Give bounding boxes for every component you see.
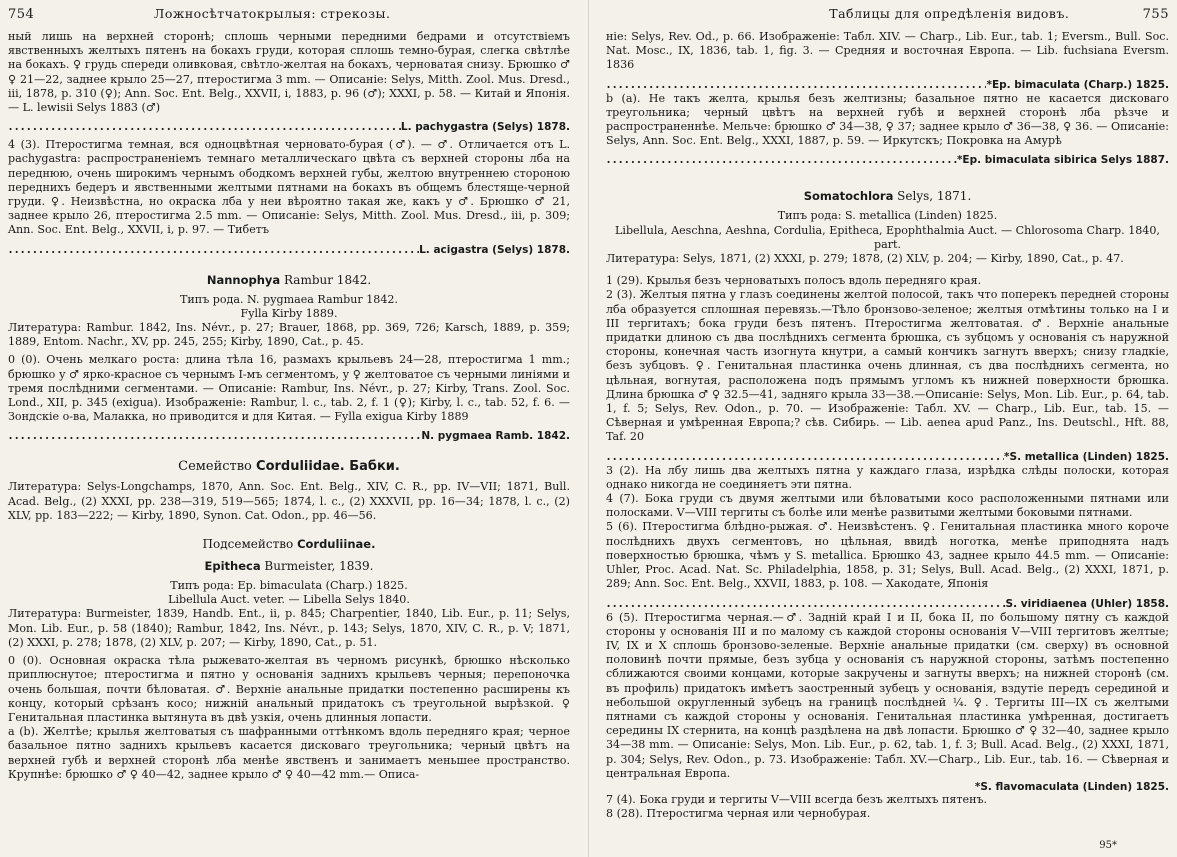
- key-entry-a: a (b). Желтѣе; крылья желтоватыя съ шафранными оттѣнкомъ вдоль передняго края; черное базальное пятно заднихъ крыльевъ касается дисковаго треугольника; черный цвѣтъ на верхней губѣ и верхней сторонѣ лба менѣе явственъ и занимаетъ меньшее пространство. Крупнѣе: брюшко ♂ ♀ 40—42, заднее крыло ♂ ♀ 40—42 mm.— Описа-: [8, 725, 570, 781]
- left-page-header: [8, 6, 570, 24]
- key-entry-0: 0 (0). Очень мелкаго роста: длина тѣла 16, размахъ крыльевъ 24—28, птеростигма 1 mm.; брюшко у ♂ ярко-красное съ чернымъ I-мъ сегментомъ, у ♀ желтоватое съ черными линіями и тремя послѣдними сегментами. — Описаніе: Rambur, Ins. Névr., p. 27; Kirby, Trans. Zool. Soc. Lond., XII, p. 345 (exigua). Изображеніе: Rambur, l. c., tab. 2, f. 1 (♀); Kirby, l. c., tab. 52, f. 6. — Зондскіе о-ва, Малакка, но приводится и для Китая. — Fylla exigua Kirby 1889: [8, 353, 570, 424]
- left-page-number: 754: [8, 7, 35, 22]
- family-literature: Литература: Selys-Longchamps, 1870, Ann. Soc. Ent. Belg., XIV, C. R., pp. IV—VII; 1871, Bull. Acad. Belg., (2) XXXI, pp. 238—319, 519—565; 1874, l. c., (2) XXXVII, pp. 16—34; 1878, l. c., (2) XLV, pp. 183—222; — Kirby, 1890, Synon. Cat. Odon., pp. 46—56.: [8, 480, 570, 522]
- leader-dots: [606, 445, 1004, 464]
- key-entry-4: 4 (3). Птеростигма темная, вся одноцвѣтная черновато-бурая (♂). — ♂. Отличается отъ L. pachygastra: распространеніемъ темнаго металлическаго цвѣта съ верхней стороны лба на переднюю, очень широкимъ чернымъ ободкомъ верхней губы, желтою внутреннею стороною переднихъ бедеръ и явственными желтыми пятнами на бокахъ въ общемъ блестяще-черной груди. ♀. Неизвѣстна, но окраска лба у неи вѣроятно такая же, какъ у ♂. Брюшко ♂ 21, заднее крыло 26, птеростигма 2.5 mm. — Описаніе: Selys, Mitth. Zool. Mus. Dresd., iii, p. 309; Ann. Soc. Ent. Belg., XXVII, i, p. 97. — Тибетъ: [8, 138, 570, 237]
- species-name: N. pygmaea Ramb. 1842.: [421, 430, 570, 443]
- genus-author: Burmeister, 1839.: [264, 559, 374, 574]
- key-entry-0: 0 (0). Основная окраска тѣла рыжевато-желтая въ черномъ рисункѣ, брюшко нѣсколько приплюснутое; птеростигма и пятно у основанія заднихъ крыльевъ черныя; перепоночка очень большая, почти бѣловатая. ♂. Верхніе анальные придатки постепенно расширены къ концу, который срѣзанъ косо; нижній анальный придатокъ съ треугольной вырѣзкой. ♀ Генитальная пластинка вытянута въ двѣ узкія, очень длинныя лопасти.: [8, 654, 570, 724]
- subfamily-name: Corduliinae.: [297, 537, 376, 552]
- literature: Литература: Rambur. 1842, Ins. Névr., p. 27; Brauer, 1868, pp. 369, 726; Karsch, 1889, p. 359; 1889, Entom. Nachr., XV, pp. 245, 255; Kirby, 1890, Cat., p. 45.: [8, 321, 570, 349]
- genus-heading-somatochlora: [606, 189, 1169, 203]
- family-name: Corduliidae. Бабки.: [256, 459, 400, 475]
- species-name: L. pachygastra (Selys) 1878.: [400, 121, 570, 134]
- continued-entry-text: ный лишь на верхней сторонѣ; сплошь черными передними бедрами и отсутствіемъ явственныхъ желтыхъ пятенъ на бокахъ груди, которая сплошь темно-бурая, слегка свѣтлѣе на бокахъ. ♀ грудь спереди оливковая, свѣтло-желтая на бокахъ, черноватая снизу. Брюшко ♂ ♀ 21—22, заднее крыло 25—27, птеростигма 3 mm. — Описаніе: Selys, Mitth. Zool. Mus. Dresd., iii, 1878, p. 310 (♀); Ann. Soc. Ent. Belg., XXVII, i, 1883, p. 96 (♂); XXXI, p. 58. — Китай и Японія. — L. lewisii Selys 1883 (♂): [8, 30, 570, 115]
- type-line: Типъ рода: Ep. bimaculata (Charp.) 1825.: [170, 579, 408, 593]
- key-entry-5: 5 (6). Птеростигма блѣдно-рыжая. ♂. Неизвѣстенъ. ♀. Генитальная пластинка много короче послѣднихъ двухъ сегментовъ, но цѣльная, ввидѣ ноготка, менѣе приподнята надъ поверхностью брюшка, чѣмъ у S. metallica. Брюшко 43, заднее крыло 44.5 mm. — Описаніе: Uhler, Proc. Acad. Nat. Sc. Philadelphia, 1858, p. 31; Selys, Bull. Acad. Belg., (2) XXXI, 1871, p. 289; Ann. Soc. Ent. Belg., XXVII, 1883, p. 108. — Хакодате, Японія: [606, 520, 1169, 591]
- species-line: [8, 424, 570, 443]
- type-line: Типъ рода. N. pygmaea Rambur 1842.: [180, 292, 398, 306]
- synonym-line: Libellula Auct. veter. — Libella Selys 1840.: [168, 593, 410, 607]
- species-name: *S. flavomaculata (Linden) 1825.: [974, 780, 1169, 793]
- literature: Литература: Selys, 1871, (2) XXXI, p. 279; 1878, (2) XLV, p. 204; — Kirby, 1890, Cat., p. 47.: [606, 252, 1124, 266]
- leader-dots: [606, 73, 986, 92]
- right-page: [596, 0, 1177, 857]
- continued-entry-text: ніе: Selys, Rev. Od., p. 66. Изображеніе: Табл. XIV. — Charp., Lib. Eur., tab. 1; Eversm., Bull. Soc. Nat. Mosc., IX, 1836, tab. 1, fig. 3. — Средняя и восточная Европа. — Lib. fuchsiana Eversm. 1836: [606, 30, 1169, 72]
- species-line: [606, 148, 1169, 167]
- synonym-line: Fylla Kirby 1889.: [240, 306, 338, 320]
- key-entry-7: 7 (4). Бока груди и тергиты V—VIII всегда безъ желтыхъ пятенъ.: [606, 792, 988, 806]
- key-entry-1: 1 (29). Крылья безъ черноватыхъ полосъ вдоль передняго края.: [606, 274, 982, 288]
- leader-dots: [8, 424, 421, 443]
- key-entry-b: b (a). Не такъ желта, крылья безъ желтизны; базальное пятно не касается дисковаго треугольника; черный цвѣтъ на верхней губѣ и верхней сторонѣ лба рѣзче и распространеннѣе. Мельче: брюшко ♂ 34—38, ♀ 37; заднее крыло ♂ 36—38, ♀ 36. — Описаніе: Selys, Ann. Soc. Ent. Belg., XXXI, 1887, p. 59. — Иркутскъ; Покровка на Амурѣ: [606, 91, 1169, 148]
- genus-author: Rambur 1842.: [284, 272, 372, 287]
- species-line: [606, 445, 1169, 464]
- right-running-head: Таблицы для опредѣленія видовъ.: [829, 6, 1070, 21]
- genus-name: Nannophya: [206, 272, 281, 287]
- leader-dots: [606, 592, 1006, 611]
- subfamily-prefix: Подсемейство: [202, 537, 294, 552]
- leader-dots: [8, 238, 419, 257]
- species-name: L. acigastra (Selys) 1878.: [419, 243, 570, 256]
- left-page: [0, 0, 580, 857]
- signature-mark: 95*: [1099, 840, 1117, 851]
- species-name: *Ep. bimaculata (Charp.) 1825.: [986, 78, 1169, 91]
- leader-dots: [606, 148, 957, 167]
- species-name: *Ep. bimaculata sibirica Selys 1887.: [956, 154, 1169, 167]
- genus-author: Selys, 1871.: [897, 189, 972, 204]
- species-line: [606, 592, 1169, 611]
- key-entry-6: 6 (5). Птеростигма черная.—♂. Задній край I и II, бока II, по большому пятну съ каждой стороны у основанія III и по малому съ каждой стороны основанія V—VIII тергитовъ желтые; IV, IX и X сплошь бронзово-зеленые. Верхніе анальные придатки (см. сверху) въ основной половинѣ почти прямые, безъ зубца у основанія съ наружной стороны, затѣмъ постепенно сближаются своими концами, которые закручены и загнуты вверхъ; на нижней сторонѣ (см. въ профиль) придатокъ имѣетъ заостренный зубецъ у основанія, вздутіе передъ серединой и небольшой округленный зубецъ на границѣ послѣдней ¼. ♀. Тергиты III—IX съ желтыми пятнами съ каждой стороны у основанія. Генитальная пластинка умѣренная, достигаетъ середины IX стернита, на концѣ раздѣлена на двѣ лопасти. Брюшко ♂ ♀ 32—40, заднее крыло 34—38 mm. — Описаніе: Selys, Mon. Lib. Eur., p. 62, tab. 1, f. 3; Bull. Acad. Belg., (2) XXXI, 1871, p. 304; Selys, Rev. Odon., p. 73. Изображеніе: Табл. XV.—Charp., Lib. Eur., tab. 16. — Сѣверная и центральная Европа.: [606, 610, 1169, 780]
- leader-dots: [8, 115, 401, 134]
- species-line: [8, 115, 570, 134]
- species-name: *S. metallica (Linden) 1825.: [1004, 450, 1169, 463]
- right-page-number: 755: [1142, 7, 1169, 22]
- species-line: [8, 238, 570, 257]
- key-entry-8: 8 (28). Птеростигма черная или чернобурая.: [606, 807, 871, 821]
- synonym-line: Libellula, Aeschna, Aeshna, Cordulia, Epitheca, Epophthalmia Auct. — Chlorosoma Charp. 1840, part.: [615, 223, 1160, 251]
- family-heading: [8, 459, 570, 474]
- page-gutter: [588, 0, 589, 857]
- literature: Литература: Burmeister, 1839, Handb. Ent., ii, p. 845; Charpentier, 1840, Lib. Eur., p. 11; Selys, Mon. Lib. Eur., p. 58 (1840); Rambur, 1842, Ins. Névr., p. 143; Selys, 1870, XIV, C. R., p. V; 1871, (2) XXXI, p. 278; 1878, (2) XLV, p. 207; — Kirby, 1890, Cat., p. 51.: [8, 607, 570, 649]
- genus-heading-nannophya: [8, 273, 570, 287]
- genus-heading-epitheca: [8, 559, 570, 573]
- genus-name: Somatochlora: [803, 189, 894, 204]
- subfamily-heading: [8, 537, 570, 551]
- key-entry-4: 4 (7). Бока груди съ двумя желтыми или бѣловатыми косо расположенными пятнами или полосками. V—VIII тергиты съ болѣе или менѣе развитыми желтыми боковыми пятнами.: [606, 492, 1169, 520]
- type-line: Типъ рода: S. metallica (Linden) 1825.: [777, 209, 998, 223]
- left-running-head: Ложносѣтчатокрылыя: стрекозы.: [153, 6, 391, 21]
- family-prefix: Семейство: [178, 459, 252, 475]
- right-page-header: [606, 6, 1169, 24]
- key-entry-2: 2 (3). Желтыя пятна у глазъ соединены желтой полосой, такъ что поперекъ передней стороны лба образуется сплошная перевязь.—Тѣло бронзово-зеленое; желтыя отмѣтины только на I и III тергитахъ; бока груди безъ пятенъ. Птеростигма желтоватая. ♂. Верхніе анальные придатки длиною съ два послѣднихъ сегмента брюшка, съ зубцомъ у основанія съ наружной стороны, конечная часть изогнута кнутри, а самый кончикъ загнутъ вверхъ; снизу гладкіе, безъ зубцовъ. ♀. Генитальная пластинка очень длинная, съ два послѣднихъ сегмента, но цѣльная, вогнутая, расположена подъ прямымъ угломъ къ нижней поверхности брюшка. Длина брюшка ♂ ♀ 32.5—41, задняго крыла 33—38.—Описаніе: Selys, Mon. Lib. Eur., p. 64, tab. 1, f. 5; Selys, Rev. Odon., p. 70. — Изображеніе: Табл. XV. — Charp., Lib. Eur., tab. 15. — Сѣверная и умѣренная Европа;? сѣв. Сибирь. — Lib. aenea apud Panz., Ins. Deutschl., Hft. 88, Taf. 20: [606, 288, 1169, 444]
- species-line: [606, 73, 1169, 92]
- genus-name: Epitheca: [204, 559, 261, 574]
- key-entry-3: 3 (2). На лбу лишь два желтыхъ пятна у каждаго глаза, изрѣдка слѣды полоски, которая однако никогда не соединяетъ эти пятна.: [606, 463, 1169, 491]
- species-name: S. viridiaenea (Uhler) 1858.: [1005, 597, 1169, 610]
